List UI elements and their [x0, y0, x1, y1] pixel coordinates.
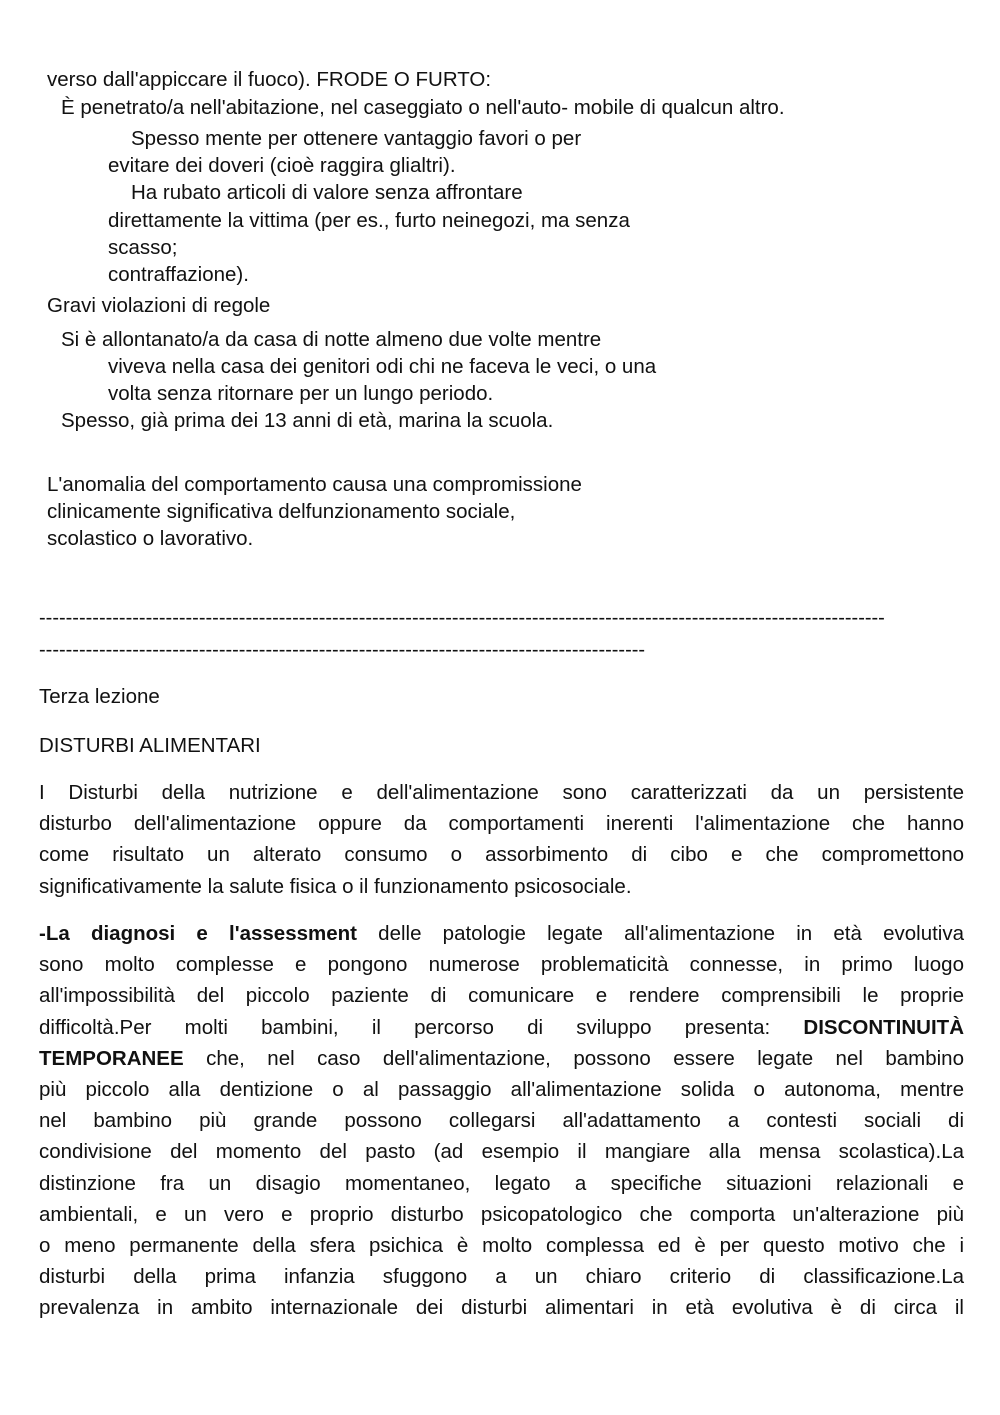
separator-line: -------------------------------------------------------------------------------------------------------------------------------	[39, 607, 885, 629]
line-start: difficoltà.Per molti bambini, il percorso di sviluppo presenta:	[39, 1015, 804, 1039]
paragraph-line: prevalenza in ambito internazionale dei disturbi alimentari in età evolutiva è di circa il	[39, 1296, 964, 1320]
text-line: direttamente la vittima (per es., furto neinegozi, ma senza	[108, 209, 630, 232]
text-line: scasso;	[108, 236, 178, 259]
paragraph-line	[39, 1012, 964, 1043]
text-line: volta senza ritornare per un lungo periodo.	[108, 382, 494, 405]
paragraph-line: nel bambino più grande possono collegarsi all'adattamento a contesti sociali di	[39, 1109, 964, 1133]
paragraph-line: sono molto complesse e pongono numerose problematicità connesse, in primo luogo	[39, 953, 964, 977]
text-line: viveva nella casa dei genitori odi chi ne faceva le veci, o una	[108, 355, 657, 378]
text-line: contraffazione).	[108, 263, 249, 286]
paragraph-line: disturbi della prima infanzia sfuggono a un chiaro criterio di classificazione.La	[39, 1265, 964, 1289]
paragraph-line: I Disturbi della nutrizione e dell'alimentazione sono caratterizzati da un persistente	[39, 781, 964, 804]
separator-line: -------------------------------------------------------------------------------------------	[39, 639, 646, 661]
text-line: scolastico o lavorativo.	[47, 527, 254, 550]
text-line: È penetrato/a nell'abitazione, nel caseggiato o nell'auto- mobile di qualcun altro.	[61, 96, 785, 119]
paragraph-line: distinzione fra un disagio momentaneo, legato a specifiche situazioni relazionali e	[39, 1171, 964, 1195]
bold-term: DISCONTINUITÀ	[803, 1015, 964, 1039]
line-rest: delle patologie legate all'alimentazione in età evolutiva	[356, 922, 964, 945]
text-line: evitare dei doveri (cioè raggira glialtri).	[108, 154, 456, 177]
paragraph-line: condivisione del momento del pasto (ad esempio il mangiare alla mensa scolastica).La	[39, 1140, 964, 1164]
text-line: L'anomalia del comportamento causa una compromissione	[47, 473, 582, 496]
bold-lead: -La diagnosi e l'assessment	[39, 922, 357, 945]
paragraph-line: significativamente la salute fisica o il funzionamento psicosociale.	[39, 874, 632, 898]
text-line: Spesso mente per ottenere vantaggio favori o per	[131, 127, 582, 150]
paragraph-line: come risultato un alterato consumo o assorbimento di cibo e che compromettono	[39, 843, 964, 867]
line-rest: che, nel caso dell'alimentazione, possono essere legate nel bambino	[183, 1046, 964, 1070]
paragraph-line	[39, 1043, 964, 1074]
section-heading: Gravi violazioni di regole	[47, 294, 271, 317]
text-line: Si è allontanato/a da casa di notte almeno due volte mentre	[61, 328, 602, 351]
paragraph-line: più piccolo alla dentizione o al passaggio all'alimentazione solida o autonoma, mentre	[39, 1077, 964, 1101]
paragraph-line: all'impossibilità del piccolo paziente di comunicare e rendere comprensibili le proprie	[39, 984, 964, 1008]
paragraph-diagnosis	[39, 918, 964, 1323]
text-line: verso dall'appiccare il fuoco). FRODE O FURTO:	[47, 68, 492, 91]
lesson-title: Terza lezione	[39, 685, 160, 708]
text-line: Ha rubato articoli di valore senza affrontare	[131, 181, 523, 204]
lesson-topic: DISTURBI ALIMENTARI	[39, 734, 261, 757]
text-line: Spesso, già prima dei 13 anni di età, marina la scuola.	[61, 409, 554, 432]
bold-term: TEMPORANEE	[39, 1046, 184, 1070]
paragraph-intro	[39, 777, 964, 902]
paragraph-line: o meno permanente della sfera psichica è molto complessa ed è per questo motivo che i	[39, 1233, 964, 1257]
text-line: clinicamente significativa delfunzionamento sociale,	[47, 500, 516, 523]
paragraph-line: ambientali, e un vero e proprio disturbo psicopatologico che comporta un'alterazione più	[39, 1202, 964, 1226]
paragraph-line: disturbo dell'alimentazione oppure da comportamenti inerenti l'alimentazione che hanno	[39, 812, 964, 836]
paragraph-line	[39, 918, 964, 949]
